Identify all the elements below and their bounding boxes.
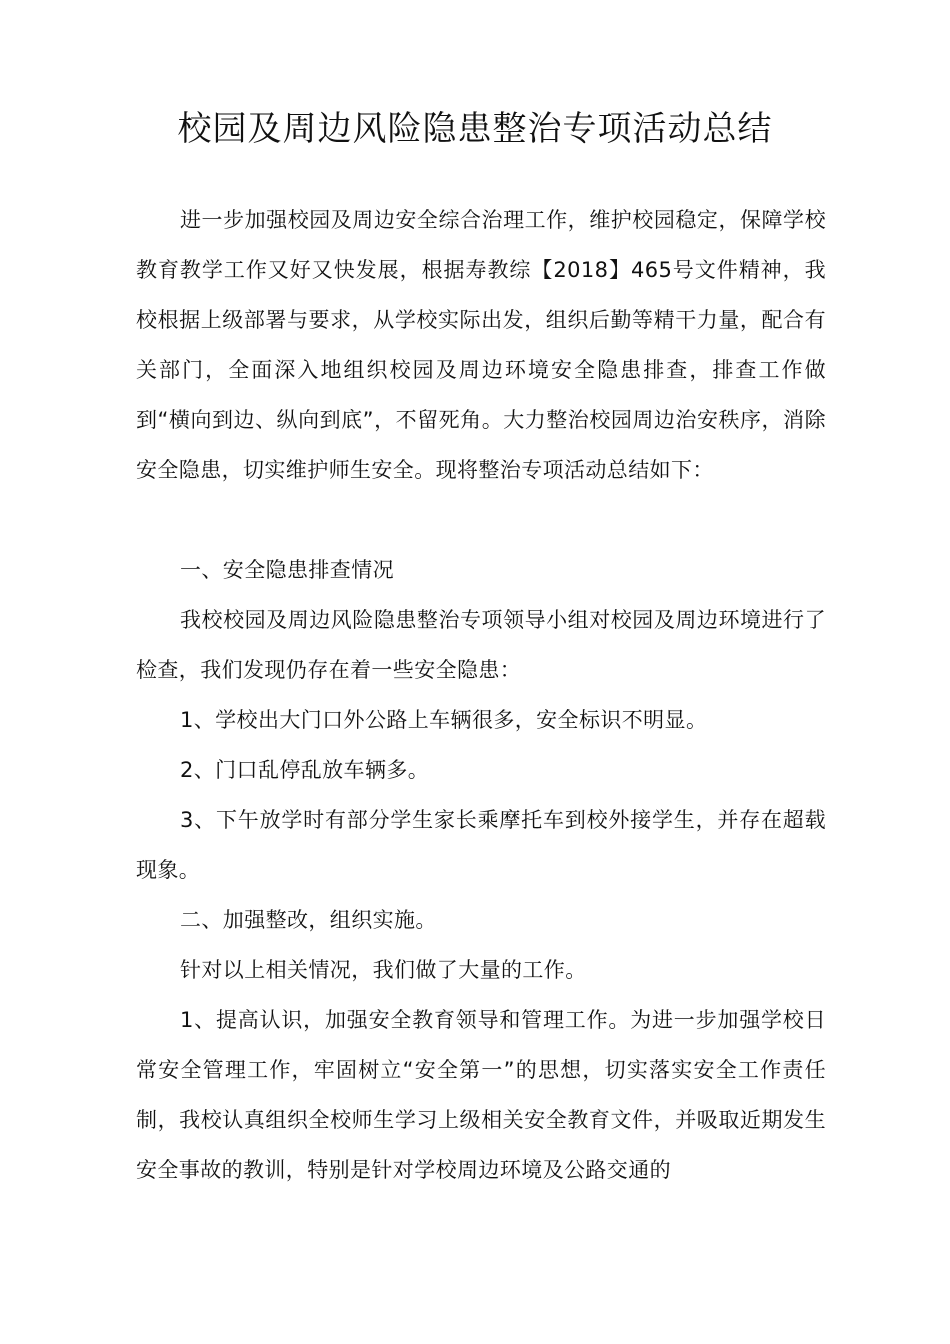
paragraph-work: 针对以上相关情况，我们做了大量的工作。: [180, 958, 587, 982]
list-item-3: 3、下午放学时有部分学生家长乘摩托车到校外接学生，并存在超载现象。: [136, 808, 826, 882]
section-heading-1: 一、安全隐患排查情况: [180, 558, 394, 582]
list-item-2: 2、门口乱停乱放车辆多。: [180, 758, 430, 782]
paragraph-inspection: 我校校园及周边风险隐患整治专项领导小组对校园及周边环境进行了检查，我们发现仍存在着一些安全隐患：: [136, 608, 826, 682]
document-title: 校园及周边风险隐患整治专项活动总结: [177, 109, 773, 149]
list-item-1: 1、学校出大门口外公路上车辆很多，安全标识不明显。: [180, 708, 708, 732]
paragraph-intro: 进一步加强校园及周边安全综合治理工作，维护校园稳定，保障学校教育教学工作又好又快发展，根据寿教综【2018】465号文件精神，我校根据上级部署与要求，从学校实际出发，组织后勤等精干力量，配合有关部门，全面深入地组织校园及周边环境安全隐患排查，排查工作做到“横向到边、纵向到底”，不留死角。大力整治校园周边治安秩序，消除安全隐患，切实维护师生安全。现将整治专项活动总结如下：: [136, 208, 826, 482]
paragraph-measure-1: 1、提高认识，加强安全教育领导和管理工作。为进一步加强学校日常安全管理工作，牢固树立“安全第一”的思想，切实落实安全工作责任制，我校认真组织全校师生学习上级相关安全教育文件，并吸取近期发生安全事故的教训，特别是针对学校周边环境及公路交通的: [136, 1008, 826, 1182]
section-heading-2: 二、加强整改，组织实施。: [180, 908, 437, 932]
